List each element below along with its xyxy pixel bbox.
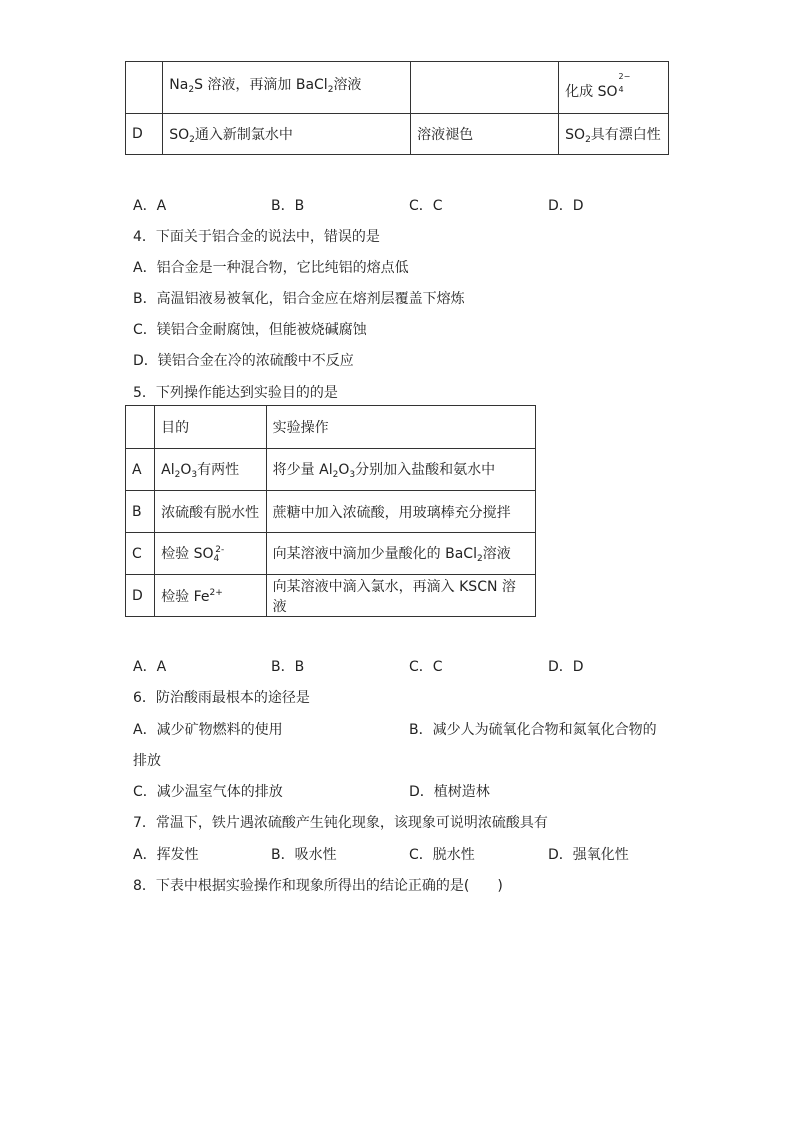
cell-text: 化成 SO [565,84,618,100]
table-row [126,114,669,155]
cell-text: SO [565,126,586,143]
cell-sub: 2 [327,85,334,95]
option-d: D．D [548,659,584,675]
table-row [126,575,536,617]
cell-text: 通入新制氯水中 [194,126,293,143]
cell-text: Na [169,77,189,93]
table-row [126,533,536,575]
cell-sub: 2 [476,554,483,564]
table-cell: A [126,449,155,491]
table-cell: B [126,491,155,533]
cell-text: 检验 Fe [161,588,210,605]
option-b: B．吸水性 [271,847,337,863]
table-cell [266,449,535,491]
cell-sub: 2 [585,134,591,145]
table-cell [163,62,411,114]
table-row [126,491,536,533]
table-cell: 蔗糖中加入浓硫酸，用玻璃棒充分搅拌 [266,491,535,533]
q5-table [125,405,536,617]
q6-option-b-continued: 排放 [133,753,161,769]
q6-option-c: C．减少温室气体的排放 [133,784,283,800]
option-c: C．C [409,198,443,214]
cell-sub: 2 [174,470,181,480]
table-cell: D [126,114,163,155]
q4-option-b: B．高温铝液易被氧化，铝合金应在熔剂层覆盖下熔炼 [133,291,465,307]
cell-text: Al [161,462,175,478]
table-cell: 向某溶液中滴入氯水，再滴入 KSCN 溶液 [266,575,535,617]
cell-text: O [180,462,192,478]
table-row [126,62,669,114]
q4-option-a: A．铝合金是一种混合物，它比纯铝的熔点低 [133,260,409,276]
table-cell [163,114,411,155]
table-header-goal: 目的 [155,406,267,449]
table-cell [559,114,669,155]
cell-text: SO [169,126,190,143]
q6-option-a: A．减少矿物燃料的使用 [133,722,283,738]
table-cell: C [126,533,155,575]
cell-text: 有两性 [197,462,240,478]
table-cell: D [126,575,155,617]
table-cell: 浓硫酸有脱水性 [155,491,267,533]
cell-sup: 2− [618,72,631,81]
cell-text: 将少量 Al [272,462,333,478]
option-b: B．B [271,198,305,214]
cell-text: 分别加入盐酸和氨水中 [355,462,496,478]
table-cell [155,533,267,575]
q4-stem: 4．下面关于铝合金的说法中，错误的是 [133,229,380,245]
cell-sub: 4 [213,554,220,564]
table-header-row [126,406,536,449]
table-cell [411,62,559,114]
cell-sub: 2 [188,85,195,95]
q7-stem: 7．常温下，铁片遇浓硫酸产生钝化现象，该现象可说明浓硫酸具有 [133,815,548,831]
q6-option-d: D．植树造林 [409,784,490,800]
table-cell [126,62,163,114]
q3-table [125,61,669,155]
option-c: C．C [409,659,443,675]
option-d: D．强氧化性 [548,847,629,863]
q4-option-c: C．镁铝合金耐腐蚀，但能被烧碱腐蚀 [133,322,367,338]
table-cell [155,575,267,617]
q5-stem: 5．下列操作能达到实验目的的是 [133,385,338,401]
table-cell [155,449,267,491]
cell-sup: 2- [215,545,225,555]
table-row [126,449,536,491]
cell-text: O [338,462,350,478]
q4-option-d: D．镁铝合金在冷的浓硫酸中不反应 [133,353,354,369]
cell-sub: 3 [349,470,356,480]
cell-text: 溶液 [333,77,362,93]
cell-sup: 2+ [209,587,223,598]
table-cell [559,62,669,114]
option-a: A．A [133,198,167,214]
cell-sub: 4 [618,85,624,94]
cell-text: S 溶液，再滴加 BaCl [194,77,328,93]
option-a: A．挥发性 [133,847,199,863]
cell-sub: 3 [191,470,198,480]
cell-text: 具有漂白性 [590,126,661,143]
option-a: A．A [133,659,167,675]
table-cell [266,533,535,575]
cell-sub: 2 [332,470,339,480]
option-d: D．D [548,198,584,214]
q8-stem: 8．下表中根据实验操作和现象所得出的结论正确的是( ) [133,878,503,894]
option-c: C．脱水性 [409,847,475,863]
q6-option-b: B．减少人为硫氧化合物和氮氧化合物的 [409,722,657,738]
cell-text: 向某溶液中滴加少量酸化的 BaCl [272,546,477,562]
cell-text: 检验 SO [161,546,214,562]
table-cell [126,406,155,449]
cell-text: 溶液 [482,546,511,562]
table-cell: 溶液褪色 [411,114,559,155]
table-header-operation: 实验操作 [266,406,535,449]
option-b: B．B [271,659,305,675]
q6-stem: 6．防治酸雨最根本的途径是 [133,690,310,706]
cell-sub: 2 [189,134,195,145]
